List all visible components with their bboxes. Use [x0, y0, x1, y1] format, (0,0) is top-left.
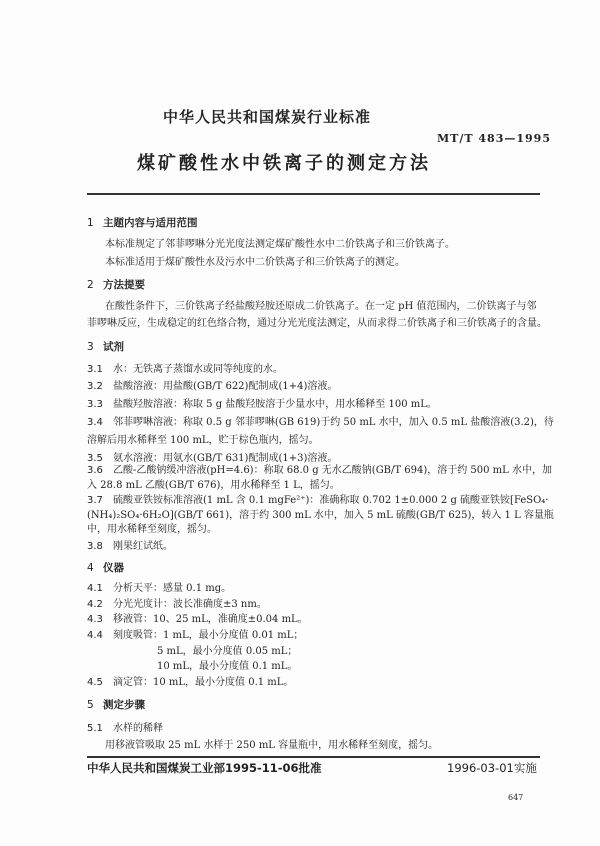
item-number: 3.7 — [87, 495, 103, 506]
section-5-heading — [87, 699, 145, 711]
item-number: 3.4 — [87, 417, 103, 428]
section-4-heading — [87, 562, 124, 574]
item-continuation: 溶解后用水稀释至 100 mL，贮于棕色瓶内，摇匀。 — [87, 435, 319, 446]
section-2-heading — [87, 279, 145, 291]
document-title: 煤矿酸性水中铁离子的测定方法 — [137, 153, 431, 174]
item-text: 乙酸-乙酸钠缓冲溶液(pH=4.6)：称取 68.0 g 无水乙酸钠(GB/T 694)，溶于约 500 mL 水中，加 — [113, 465, 552, 476]
paragraph-line: 用移液管吸取 25 mL 水样于 250 mL 容量瓶中，用水稀释至刻度，摇匀。 — [105, 740, 439, 751]
item-number: 5.1 — [87, 723, 103, 734]
item-text: 刚果红试纸。 — [113, 541, 173, 552]
item-number: 3.1 — [87, 364, 103, 375]
item-continuation: (NH₄)₂SO₄·6H₂O](GB/T 661)，溶于约 300 mL 水中，加入 5 mL 硫酸(GB/T 625)，转入 1 L 容量瓶 — [87, 510, 554, 521]
section-title: 测定步骤 — [103, 699, 145, 711]
paragraph-line: 本标准适用于煤矿酸性水及污水中二价铁离子和三价铁离子的测定。 — [105, 257, 405, 268]
item-text: 分析天平：感量 0.1 mg。 — [113, 583, 232, 594]
item-continuation: 10 mL，最小分度值 0.1 mL。 — [157, 661, 298, 672]
section-1-heading — [87, 217, 198, 229]
item-text: 盐酸羟胺溶液：称取 5 g 盐酸羟胺溶于少量水中，用水稀释至 100 mL。 — [113, 399, 437, 410]
header-divider — [87, 193, 540, 195]
section-number: 1 — [87, 217, 94, 229]
list-item — [87, 364, 283, 376]
footer-divider — [87, 756, 540, 758]
item-text: 水：无铁离子蒸馏水或同等纯度的水。 — [113, 364, 283, 375]
list-item — [87, 630, 303, 642]
item-number: 3.6 — [87, 465, 103, 476]
list-item — [87, 541, 173, 553]
item-text: 氨水溶液：用氨水(GB/T 631)配制成(1+3)溶液。 — [113, 453, 338, 464]
list-item — [87, 614, 308, 626]
list-item — [87, 583, 231, 595]
section-number: 5 — [87, 699, 94, 711]
section-title: 主题内容与适用范围 — [103, 217, 198, 229]
section-number: 3 — [87, 341, 94, 353]
paragraph-line: 本标准规定了邻菲啰啉分光光度法测定煤矿酸性水中二价铁离子和三价铁离子。 — [105, 239, 455, 250]
item-text: 邻菲啰啉溶液：称取 0.5 g 邻菲啰啉(GB 619)于约 50 mL 水中，加入 0.5 mL 盐酸溶液(3.2)，待 — [113, 417, 554, 428]
item-continuation: 中，用水稀释至刻度，摇匀。 — [87, 524, 217, 535]
item-number: 4.5 — [87, 677, 103, 688]
section-title: 仪器 — [103, 562, 124, 574]
list-item — [87, 495, 549, 507]
list-item — [87, 677, 293, 689]
list-item — [87, 381, 337, 393]
item-text: 移液管：10、25 mL，准确度±0.04 mL。 — [113, 614, 308, 625]
item-number: 4.4 — [87, 630, 103, 641]
list-item — [87, 465, 552, 477]
section-title: 方法提要 — [103, 279, 145, 291]
item-text: 分光光度计：波长准确度±3 nm。 — [113, 599, 267, 610]
item-text: 滴定管：10 mL，最小分度值 0.1 mL。 — [113, 677, 294, 688]
list-item — [87, 453, 337, 465]
subsection-heading — [87, 723, 163, 735]
item-continuation: 5 mL，最小分度值 0.05 mL； — [157, 646, 298, 657]
item-number: 3.5 — [87, 453, 103, 464]
list-item — [87, 417, 554, 429]
approval-text: 中华人民共和国煤炭工业部1995-11-06批准 — [87, 761, 322, 775]
item-number: 4.1 — [87, 583, 103, 594]
effective-date: 1996-03-01实施 — [447, 761, 537, 775]
page-number: 647 — [508, 793, 524, 802]
section-3-heading — [87, 341, 124, 353]
paragraph-line: 菲啰啉反应，生成稳定的红色络合物，通过分光光度法测定，从而求得二价铁离子和三价铁离子的含量。 — [87, 318, 547, 329]
list-item — [87, 399, 437, 411]
item-text: 刻度吸管：1 mL，最小分度值 0.01 mL； — [113, 630, 304, 641]
section-number: 4 — [87, 562, 94, 574]
section-number: 2 — [87, 279, 94, 291]
item-number: 4.2 — [87, 599, 103, 610]
item-number: 3.8 — [87, 541, 103, 552]
item-number: 3.2 — [87, 381, 103, 392]
standard-code: MT/T 483—1995 — [437, 132, 551, 145]
org-title: 中华人民共和国煤炭行业标准 — [163, 108, 372, 126]
list-item — [87, 599, 267, 611]
item-text: 水样的稀释 — [113, 723, 163, 734]
item-number: 4.3 — [87, 614, 103, 625]
item-continuation: 入 28.8 mL 乙酸(GB/T 676)，用水稀释至 1 L，摇匀。 — [87, 480, 340, 491]
item-text: 盐酸溶液：用盐酸(GB/T 622)配制成(1+4)溶液。 — [113, 381, 338, 392]
item-number: 3.3 — [87, 399, 103, 410]
item-text: 硫酸亚铁铵标准溶液(1 mL 含 0.1 mgFe²⁺)：准确称取 0.702 1±0.000 2 g 硫酸亚铁铵[FeSO₄· — [113, 495, 549, 506]
section-title: 试剂 — [103, 341, 124, 353]
paragraph-line: 在酸性条件下，三价铁离子经盐酸羟胺还原成二价铁离子。在一定 pH 值范围内，二价铁离子与邻 — [105, 301, 537, 312]
